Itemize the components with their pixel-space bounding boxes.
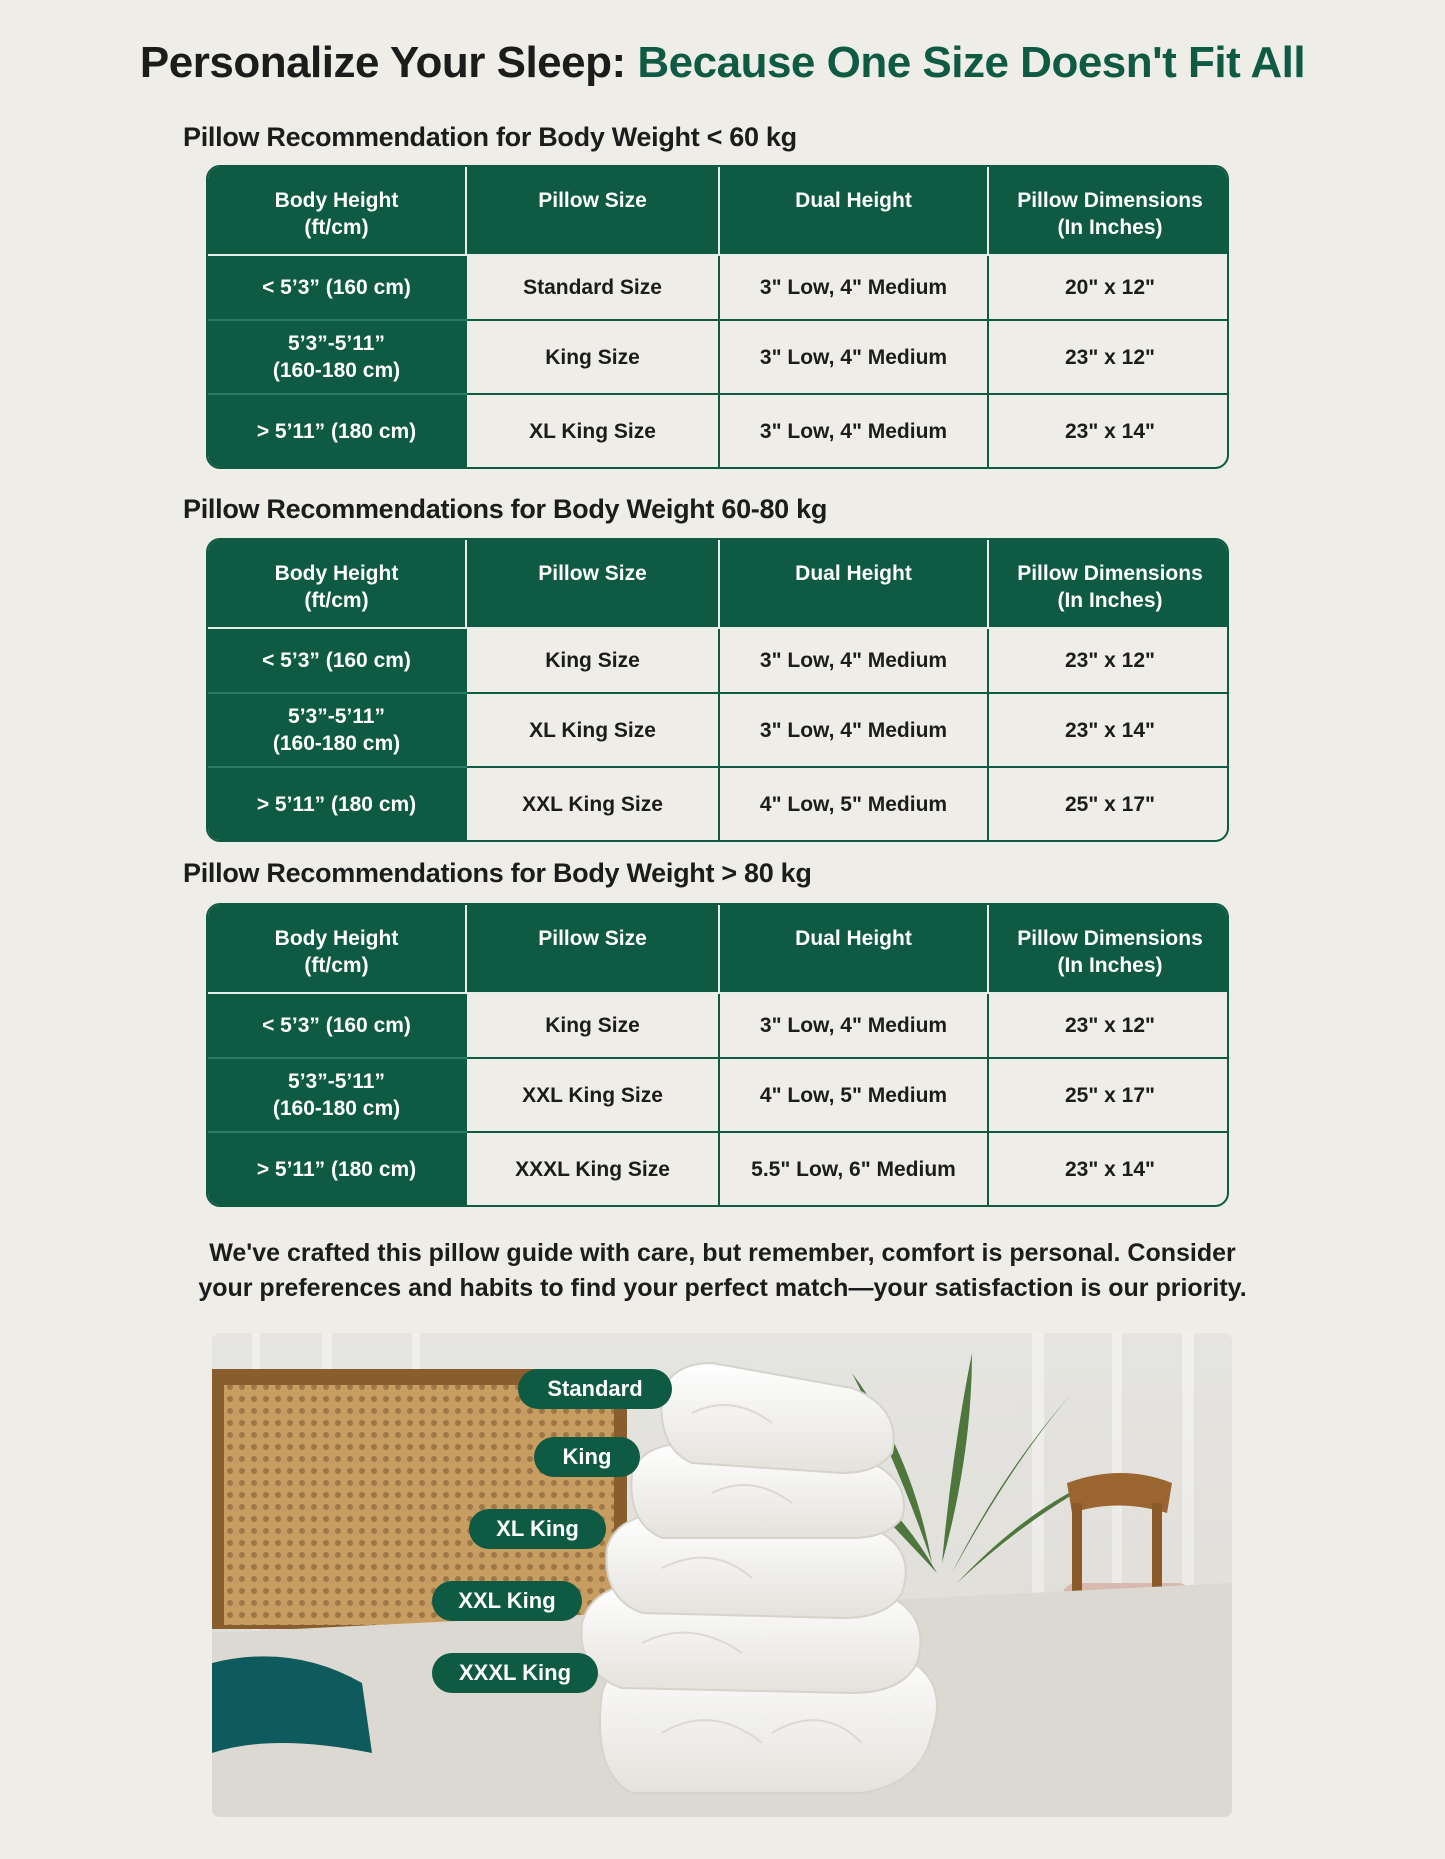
size-cell: XL King Size xyxy=(466,394,719,467)
table-row xyxy=(208,255,1229,320)
table-2-title: Pillow Recommendations for Body Weight 60-80 kg xyxy=(183,494,828,524)
table-row xyxy=(208,767,1229,840)
dual-cell: 3" Low, 4" Medium xyxy=(719,394,988,467)
size-cell: King Size xyxy=(466,993,719,1058)
label-xl-king: XL King xyxy=(469,1509,606,1549)
label-king: King xyxy=(534,1437,640,1477)
header-body-height: Body Height (ft/cm) xyxy=(208,167,466,255)
note-line-1: We've crafted this pillow guide with care, but remember, comfort is personal. Consider xyxy=(209,1239,1236,1267)
table-row xyxy=(208,1058,1229,1132)
dims-cell: 20" x 12" xyxy=(988,255,1229,320)
header-pillow-size: Pillow Size xyxy=(466,167,719,255)
table-weight-over-80 xyxy=(206,903,1229,1207)
pillow-stack-photo xyxy=(212,1333,1232,1817)
pillow-stack-illustration xyxy=(212,1333,1232,1817)
label-standard: Standard xyxy=(518,1369,672,1409)
label-xxxl-king: XXXL King xyxy=(432,1653,598,1693)
height-cell: < 5’3” (160 cm) xyxy=(208,993,466,1058)
header-pillow-dimensions: Pillow Dimensions (In Inches) xyxy=(988,905,1229,993)
header-body-height: Body Height (ft/cm) xyxy=(208,905,466,993)
height-cell: 5’3”-5’11” (160-180 cm) xyxy=(208,320,466,394)
header-body-height: Body Height (ft/cm) xyxy=(208,540,466,628)
header-dual-height: Dual Height xyxy=(719,905,988,993)
size-cell: XXL King Size xyxy=(466,1058,719,1132)
dims-cell: 25" x 17" xyxy=(1065,792,1155,816)
page-title xyxy=(0,38,1445,88)
dims-cell: 23" x 14" xyxy=(988,693,1229,767)
header-pillow-size: Pillow Size xyxy=(466,905,719,993)
table-1-title: Pillow Recommendation for Body Weight < 60 kg xyxy=(183,122,797,152)
size-cell: King Size xyxy=(466,628,719,693)
dims-cell: 23" x 12" xyxy=(988,993,1229,1058)
dims-cell: 23" x 12" xyxy=(988,628,1229,693)
table-weight-under-60 xyxy=(206,165,1229,469)
height-cell: 5’3”-5’11” (160-180 cm) xyxy=(208,1058,466,1132)
header-dual-height: Dual Height xyxy=(719,540,988,628)
dual-cell: 4" Low, 5" Medium xyxy=(719,1058,988,1132)
height-cell: > 5’11” (180 cm) xyxy=(208,1132,466,1205)
height-cell: > 5’11” (180 cm) xyxy=(208,394,466,467)
dual-cell: 5.5" Low, 6" Medium xyxy=(719,1132,988,1205)
height-cell: > 5’11” (180 cm) xyxy=(208,767,466,840)
header-pillow-dimensions: Pillow Dimensions (In Inches) xyxy=(988,167,1229,255)
height-cell: 5’3”-5’11” (160-180 cm) xyxy=(208,693,466,767)
dual-cell: 3" Low, 4" Medium xyxy=(719,693,988,767)
table-row xyxy=(208,628,1229,693)
dual-cell: 3" Low, 4" Medium xyxy=(719,320,988,394)
height-cell: < 5’3” (160 cm) xyxy=(208,255,466,320)
size-cell: XL King Size xyxy=(466,693,719,767)
table-3-title: Pillow Recommendations for Body Weight > 80 kg xyxy=(183,858,812,888)
dims-cell: 25" x 17" xyxy=(988,1058,1229,1132)
height-cell: < 5’3” (160 cm) xyxy=(208,628,466,693)
dual-cell: 3" Low, 4" Medium xyxy=(719,993,988,1058)
size-cell: XXXL King Size xyxy=(466,1132,719,1205)
size-cell: Standard Size xyxy=(466,255,719,320)
table-row xyxy=(208,320,1229,394)
dual-cell: 4" Low, 5" Medium xyxy=(719,767,988,840)
label-xxl-king: XXL King xyxy=(432,1581,582,1621)
dims-cell: 23" x 14" xyxy=(1065,419,1155,443)
dual-cell: 3" Low, 4" Medium xyxy=(719,255,988,320)
table-header-row xyxy=(208,540,1229,628)
dims-cell: 23" x 12" xyxy=(988,320,1229,394)
table-row xyxy=(208,1132,1229,1205)
table-header-row xyxy=(208,167,1229,255)
table-row xyxy=(208,693,1229,767)
table-row xyxy=(208,993,1229,1058)
table-header-row xyxy=(208,905,1229,993)
header-dual-height: Dual Height xyxy=(719,167,988,255)
guide-note xyxy=(0,1236,1445,1306)
header-pillow-dimensions: Pillow Dimensions (In Inches) xyxy=(988,540,1229,628)
dual-cell: 3" Low, 4" Medium xyxy=(719,628,988,693)
table-row xyxy=(208,394,1229,467)
note-line-2: your preferences and habits to find your perfect match—your satisfaction is our priority. xyxy=(198,1274,1247,1302)
size-cell: King Size xyxy=(466,320,719,394)
header-pillow-size: Pillow Size xyxy=(466,540,719,628)
title-main: Personalize Your Sleep: xyxy=(139,38,626,87)
title-accent: Because One Size Doesn't Fit All xyxy=(637,38,1306,87)
table-weight-60-80 xyxy=(206,538,1229,842)
size-cell: XXL King Size xyxy=(466,767,719,840)
dims-cell: 23" x 14" xyxy=(1065,1157,1155,1181)
